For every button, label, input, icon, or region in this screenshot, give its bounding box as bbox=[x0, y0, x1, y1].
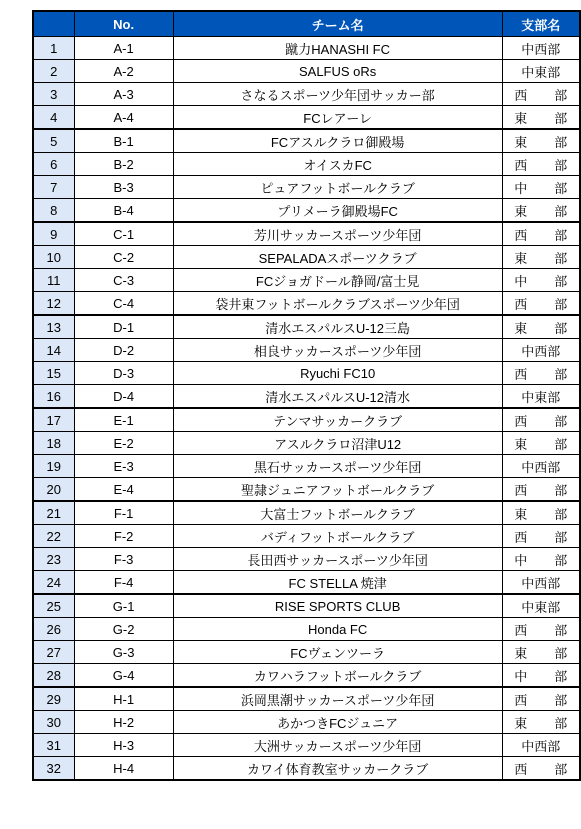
match-code: B-1 bbox=[74, 129, 173, 153]
row-number: 14 bbox=[33, 339, 74, 362]
match-code: F-1 bbox=[74, 501, 173, 525]
match-code: H-3 bbox=[74, 734, 173, 757]
table-header-row bbox=[33, 11, 580, 37]
table-row bbox=[33, 315, 580, 339]
row-number: 28 bbox=[33, 664, 74, 688]
team-name: SEPALADAスポーツクラブ bbox=[173, 246, 502, 269]
team-name: 蹴力HANASHI FC bbox=[173, 37, 502, 60]
match-code: F-2 bbox=[74, 525, 173, 548]
table-row bbox=[33, 246, 580, 269]
team-name: ピュアフットボールクラブ bbox=[173, 176, 502, 199]
branch-name: 中西部 bbox=[502, 571, 580, 595]
branch-name: 西 部 bbox=[502, 408, 580, 432]
branch-name: 東 部 bbox=[502, 106, 580, 130]
row-number: 9 bbox=[33, 222, 74, 246]
branch-name: 西 部 bbox=[502, 292, 580, 316]
row-number: 19 bbox=[33, 455, 74, 478]
team-name: 芳川サッカースポーツ少年団 bbox=[173, 222, 502, 246]
branch-name: 中 部 bbox=[502, 548, 580, 571]
team-name: 長田西サッカースポーツ少年団 bbox=[173, 548, 502, 571]
row-number: 4 bbox=[33, 106, 74, 130]
match-code: D-1 bbox=[74, 315, 173, 339]
table-row bbox=[33, 153, 580, 176]
match-code: A-3 bbox=[74, 83, 173, 106]
match-code: F-4 bbox=[74, 571, 173, 595]
branch-name: 東 部 bbox=[502, 641, 580, 664]
match-code: B-4 bbox=[74, 199, 173, 223]
table-row bbox=[33, 734, 580, 757]
match-code: E-1 bbox=[74, 408, 173, 432]
match-code: G-4 bbox=[74, 664, 173, 688]
table-row bbox=[33, 501, 580, 525]
team-name: カワイ体育教室サッカークラブ bbox=[173, 757, 502, 781]
table-row bbox=[33, 594, 580, 618]
team-name: さなるスポーツ少年団サッカー部 bbox=[173, 83, 502, 106]
table-row bbox=[33, 757, 580, 781]
team-name: Ryuchi FC10 bbox=[173, 362, 502, 385]
match-code: H-1 bbox=[74, 687, 173, 711]
table-row bbox=[33, 525, 580, 548]
match-code: D-3 bbox=[74, 362, 173, 385]
row-number: 11 bbox=[33, 269, 74, 292]
team-name: 相良サッカースポーツ少年団 bbox=[173, 339, 502, 362]
row-number: 7 bbox=[33, 176, 74, 199]
branch-name: 西 部 bbox=[502, 525, 580, 548]
match-code: F-3 bbox=[74, 548, 173, 571]
table-row bbox=[33, 641, 580, 664]
table-row bbox=[33, 106, 580, 130]
table-row bbox=[33, 455, 580, 478]
team-name: 聖隷ジュニアフットボールクラブ bbox=[173, 478, 502, 502]
branch-name: 中 部 bbox=[502, 176, 580, 199]
table-row bbox=[33, 222, 580, 246]
team-name: テンマサッカークラブ bbox=[173, 408, 502, 432]
row-number: 20 bbox=[33, 478, 74, 502]
table-row bbox=[33, 292, 580, 316]
table-row bbox=[33, 687, 580, 711]
team-name: RISE SPORTS CLUB bbox=[173, 594, 502, 618]
team-name: アスルクラロ沼津U12 bbox=[173, 432, 502, 455]
team-name: 大富士フットボールクラブ bbox=[173, 501, 502, 525]
branch-name: 西 部 bbox=[502, 687, 580, 711]
match-code: D-4 bbox=[74, 385, 173, 409]
team-name: 清水エスパルスU-12清水 bbox=[173, 385, 502, 409]
row-number: 6 bbox=[33, 153, 74, 176]
team-name: 浜岡黒潮サッカースポーツ少年団 bbox=[173, 687, 502, 711]
match-code: E-3 bbox=[74, 455, 173, 478]
row-number: 29 bbox=[33, 687, 74, 711]
row-number: 30 bbox=[33, 711, 74, 734]
table-row bbox=[33, 478, 580, 502]
row-number: 13 bbox=[33, 315, 74, 339]
branch-name: 中西部 bbox=[502, 455, 580, 478]
match-code: G-3 bbox=[74, 641, 173, 664]
match-code: E-4 bbox=[74, 478, 173, 502]
table-row bbox=[33, 339, 580, 362]
team-name: 清水エスパルスU-12三島 bbox=[173, 315, 502, 339]
branch-name: 西 部 bbox=[502, 362, 580, 385]
match-code: B-3 bbox=[74, 176, 173, 199]
branch-name: 西 部 bbox=[502, 153, 580, 176]
row-number: 27 bbox=[33, 641, 74, 664]
team-name: カワハラフットボールクラブ bbox=[173, 664, 502, 688]
row-number: 1 bbox=[33, 37, 74, 60]
row-number: 31 bbox=[33, 734, 74, 757]
branch-name: 中西部 bbox=[502, 734, 580, 757]
branch-name: 西 部 bbox=[502, 757, 580, 781]
team-name: FCレアーレ bbox=[173, 106, 502, 130]
branch-name: 東 部 bbox=[502, 315, 580, 339]
branch-name: 東 部 bbox=[502, 246, 580, 269]
row-number: 10 bbox=[33, 246, 74, 269]
branch-name: 西 部 bbox=[502, 618, 580, 641]
row-number: 3 bbox=[33, 83, 74, 106]
team-name: 大洲サッカースポーツ少年団 bbox=[173, 734, 502, 757]
branch-name: 中西部 bbox=[502, 339, 580, 362]
row-number: 12 bbox=[33, 292, 74, 316]
row-number: 32 bbox=[33, 757, 74, 781]
match-code: C-3 bbox=[74, 269, 173, 292]
row-number: 21 bbox=[33, 501, 74, 525]
branch-name: 東 部 bbox=[502, 711, 580, 734]
table-row bbox=[33, 618, 580, 641]
branch-name: 東 部 bbox=[502, 432, 580, 455]
row-number: 18 bbox=[33, 432, 74, 455]
header-team-name: チーム名 bbox=[173, 11, 502, 37]
match-code: A-1 bbox=[74, 37, 173, 60]
table-row bbox=[33, 711, 580, 734]
branch-name: 東 部 bbox=[502, 129, 580, 153]
match-code: D-2 bbox=[74, 339, 173, 362]
branch-name: 中東部 bbox=[502, 385, 580, 409]
match-code: A-2 bbox=[74, 60, 173, 83]
team-name: FCアスルクラロ御殿場 bbox=[173, 129, 502, 153]
match-code: H-4 bbox=[74, 757, 173, 781]
branch-name: 西 部 bbox=[502, 222, 580, 246]
row-number: 8 bbox=[33, 199, 74, 223]
match-code: C-2 bbox=[74, 246, 173, 269]
table-row bbox=[33, 37, 580, 60]
team-name: バディフットボールクラブ bbox=[173, 525, 502, 548]
team-name: Honda FC bbox=[173, 618, 502, 641]
match-code: E-2 bbox=[74, 432, 173, 455]
table-row bbox=[33, 385, 580, 409]
branch-name: 東 部 bbox=[502, 501, 580, 525]
branch-name: 中西部 bbox=[502, 37, 580, 60]
row-number: 16 bbox=[33, 385, 74, 409]
table-row bbox=[33, 432, 580, 455]
table-row bbox=[33, 269, 580, 292]
header-index bbox=[33, 11, 74, 37]
row-number: 23 bbox=[33, 548, 74, 571]
row-number: 24 bbox=[33, 571, 74, 595]
branch-name: 東 部 bbox=[502, 199, 580, 223]
team-name: 袋井東フットボールクラブスポーツ少年団 bbox=[173, 292, 502, 316]
row-number: 22 bbox=[33, 525, 74, 548]
match-code: H-2 bbox=[74, 711, 173, 734]
table-row bbox=[33, 83, 580, 106]
branch-name: 中 部 bbox=[502, 269, 580, 292]
table-row bbox=[33, 548, 580, 571]
row-number: 25 bbox=[33, 594, 74, 618]
row-number: 26 bbox=[33, 618, 74, 641]
team-table bbox=[32, 10, 581, 781]
team-name: FC STELLA 焼津 bbox=[173, 571, 502, 595]
table-row bbox=[33, 408, 580, 432]
team-name: 黒石サッカースポーツ少年団 bbox=[173, 455, 502, 478]
match-code: G-1 bbox=[74, 594, 173, 618]
team-name: SALFUS oRs bbox=[173, 60, 502, 83]
table-body bbox=[33, 37, 580, 781]
match-code: G-2 bbox=[74, 618, 173, 641]
table-row bbox=[33, 362, 580, 385]
row-number: 15 bbox=[33, 362, 74, 385]
match-code: A-4 bbox=[74, 106, 173, 130]
team-name: FCヴェンツーラ bbox=[173, 641, 502, 664]
table-row bbox=[33, 176, 580, 199]
row-number: 5 bbox=[33, 129, 74, 153]
branch-name: 中東部 bbox=[502, 594, 580, 618]
match-code: B-2 bbox=[74, 153, 173, 176]
header-no: No. bbox=[74, 11, 173, 37]
match-code: C-4 bbox=[74, 292, 173, 316]
header-branch: 支部名 bbox=[502, 11, 580, 37]
row-number: 17 bbox=[33, 408, 74, 432]
team-name: FCジョガドール静岡/富士見 bbox=[173, 269, 502, 292]
row-number: 2 bbox=[33, 60, 74, 83]
team-name: プリメーラ御殿場FC bbox=[173, 199, 502, 223]
branch-name: 西 部 bbox=[502, 83, 580, 106]
table-row bbox=[33, 129, 580, 153]
table-row bbox=[33, 199, 580, 223]
table-row bbox=[33, 664, 580, 688]
match-code: C-1 bbox=[74, 222, 173, 246]
team-name: オイスカFC bbox=[173, 153, 502, 176]
branch-name: 中東部 bbox=[502, 60, 580, 83]
table-row bbox=[33, 571, 580, 595]
branch-name: 中 部 bbox=[502, 664, 580, 688]
table-row bbox=[33, 60, 580, 83]
team-name: あかつきFCジュニア bbox=[173, 711, 502, 734]
branch-name: 西 部 bbox=[502, 478, 580, 502]
